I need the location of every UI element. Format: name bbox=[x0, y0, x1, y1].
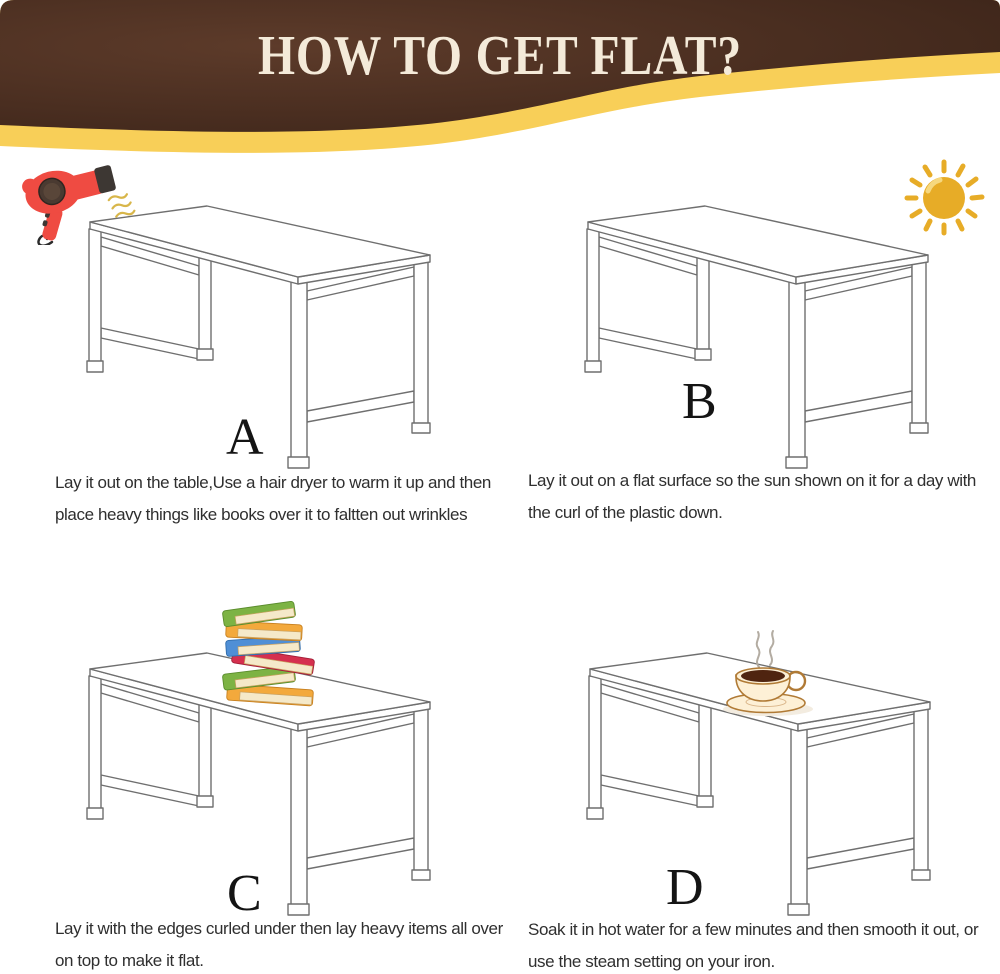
panel-d-letter: D bbox=[666, 859, 704, 916]
heat-waves-icon bbox=[108, 192, 135, 219]
stacked-books-icon bbox=[215, 598, 335, 716]
panel-c-caption-line-1: Lay it with the edges curled under then lay heavy items all over bbox=[55, 919, 503, 938]
panel-b-caption-line-2: the curl of the plastic down. bbox=[528, 503, 723, 522]
table-line-drawing-b bbox=[583, 203, 935, 475]
panel-a-caption-line-1: Lay it out on the table,Use a hair dryer to warm it up and then bbox=[55, 473, 491, 492]
panel-a-caption-line-2: place heavy things like books over it to faltten out wrinkles bbox=[55, 505, 468, 524]
panel-c-caption-line-2: on top to make it flat. bbox=[55, 951, 204, 970]
panel-b-letter: B bbox=[682, 373, 717, 430]
panel-d-caption-line-1: Soak it in hot water for a few minutes and then smooth it out, or bbox=[528, 920, 979, 939]
panel-d-caption-line-2: use the steam setting on your iron. bbox=[528, 952, 775, 971]
dryer-body bbox=[20, 157, 118, 220]
panel-a-letter: A bbox=[226, 409, 264, 466]
page-title: HOW TO GET FLAT? bbox=[257, 25, 743, 87]
panel-c-letter: C bbox=[227, 865, 262, 922]
sun-icon bbox=[895, 152, 995, 247]
panel-b-caption-line-1: Lay it out on a flat surface so the sun shown on it for a day with bbox=[528, 471, 976, 490]
hair-dryer-icon bbox=[8, 150, 143, 245]
coffee-cup-icon bbox=[715, 625, 835, 720]
